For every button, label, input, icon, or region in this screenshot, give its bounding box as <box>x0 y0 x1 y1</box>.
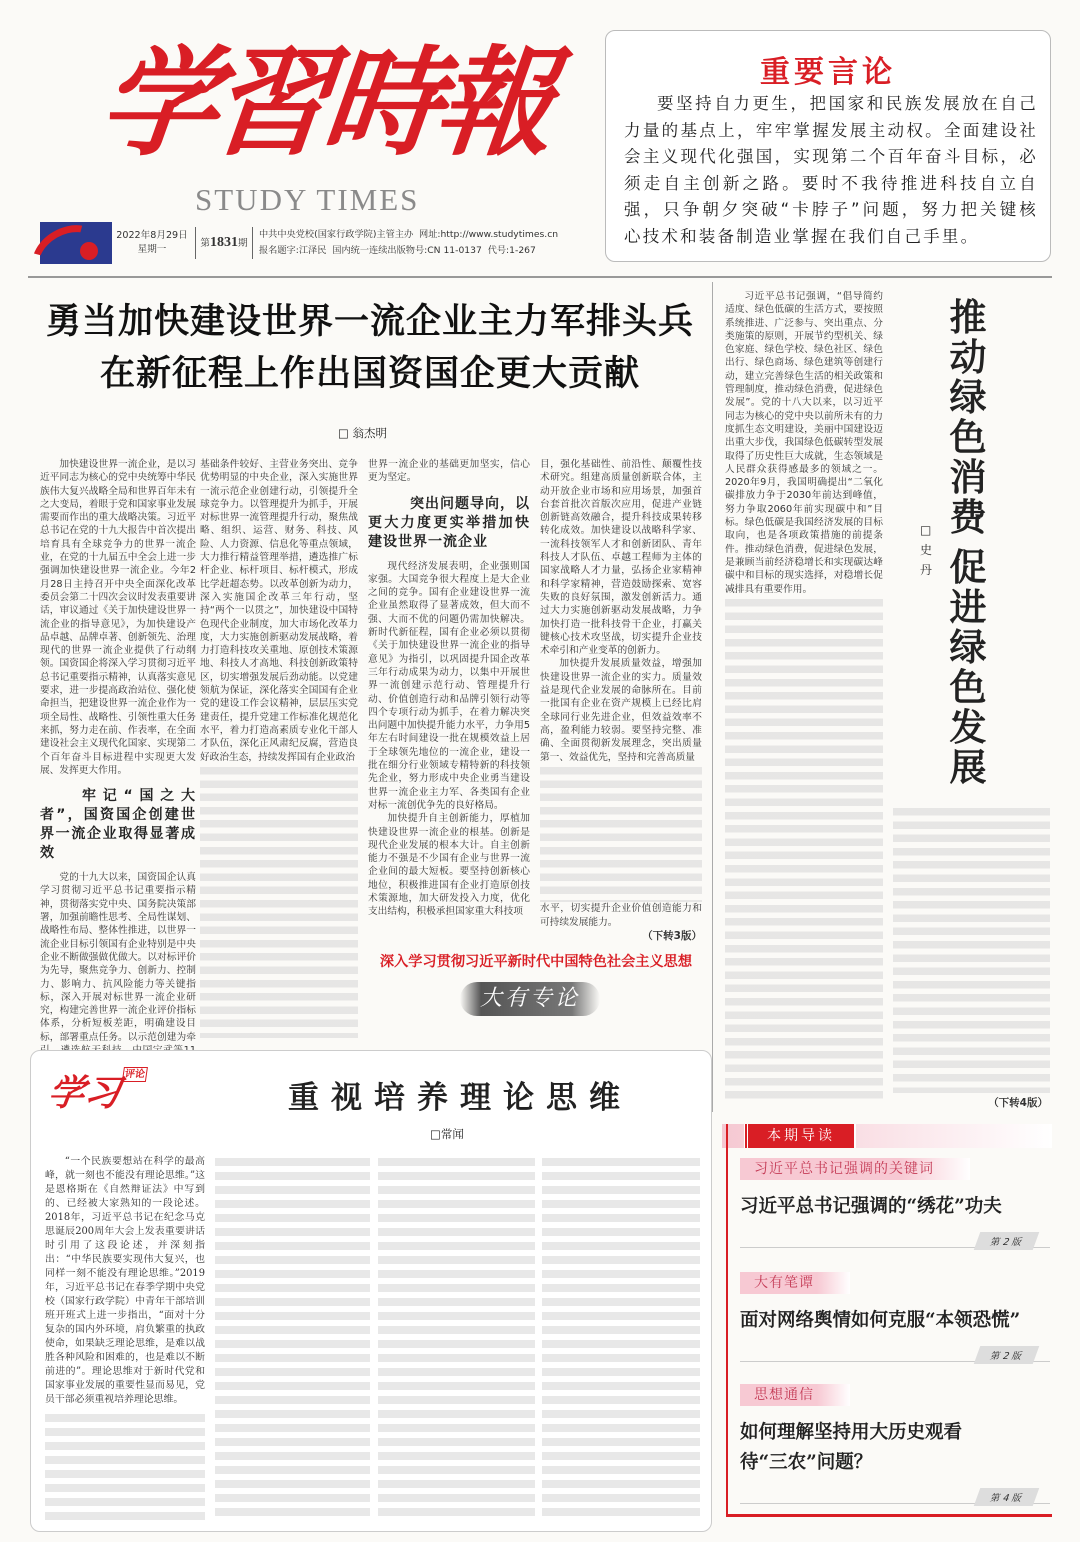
paragraph: 目，强化基础性、前沿性、颠覆性技术研究。组建高质量创新联合体，主动开放企业市场和应用场景，加强首台套首批次首版次应用，促进产业链创新链高效融合，提升科技成果转移转化成效。加快建设以战略科学家、一流科技领军人才和创新团队、青年科技人才队伍、卓越工程师为主体的国家战略人才力量，弘扬企业家精神和科学家精神，营造鼓励探索、宽容失败的良好氛围，激发创新活力。通过大力实施创新驱动发展战略，力争加快打造一批科技骨干企业，打赢关键核心技术攻坚战，切实提升企业技术牵引和产业变革的创新力。 <box>540 459 702 657</box>
divider <box>252 227 253 259</box>
important-remarks-text: 要坚持自力更生，把国家和民族发展放在自己力量的基点上，牢牢掌握发展主动权。全面建设社会主义现代化强国，实现第二个百年奋斗目标，必须走自主创新之路。要时不我待推进科技自立自强，只争朝夕突破“卡脖子”问题，努力把关键核心技术和装备制造业掌握在我们自己手里。 <box>624 94 1038 246</box>
divider <box>726 1124 728 1514</box>
divider <box>28 276 1052 278</box>
text-continuation <box>45 1411 205 1520</box>
side-column-2 <box>893 805 1050 1093</box>
guide-header-label: 本期导读 <box>744 1124 856 1148</box>
text-continuation <box>725 596 883 1100</box>
paragraph: 现代经济发展表明，企业强则国家强。大国竞争很大程度上是大企业之间的竞争。国有企业建设世界一流企业虽然取得了显著成效，但大而不强、大而不优的问题仍需加快解决。新时代新征程，国有企业必须以贯彻《关于加快建设世界一流企业的指导意见》为指引，以巩固提升国企改革三年行动成果为动力，以集中开展世界一流创建示范行动、管理提升行动、价值创造行动和品牌引领行动等四个专项行动为抓手，在着力解决突出问题中加快提升能力水平，力争用5年左右时间建设一批在规模效益上居于全球领先地位的一流企业，建设一批在细分行业领域专精特新的科技领先企业，努力形成中央企业勇当建设世界一流企业主力军、各类国有企业对标一流创优争先的良好格局。 <box>368 560 530 811</box>
guide-item-title[interactable]: 习近平总书记强调的“绣花”功夫 <box>740 1196 1002 1217</box>
guide-item[interactable] <box>740 1384 1050 1504</box>
guide-item-page: 第 4 版 <box>974 1488 1040 1506</box>
issue-prefix: 第 <box>200 238 210 249</box>
paragraph: 加快提升发展质量效益，增强加快建设世界一流企业的实力。质量效益是现代企业发展的命脉所在。目前一批国有企业在资产规模上已经比肩全球同行业先进企业，但效益效率不高，盈利能力较弱。要坚持完整、准确、全面贯彻新发展理念，突出质量第一、效益优先，坚持和完善高质量 <box>540 658 702 763</box>
date-text: 2022年8月29日 <box>116 230 188 241</box>
headline-line-1: 勇当加快建设世界一流企业主力军排头兵 <box>45 302 694 342</box>
guide-item-tag: 大有笔谭 <box>740 1272 850 1294</box>
paragraph: 加快建设世界一流企业，是以习近平同志为核心的党中央统筹中华民族伟大复兴战略全局和世界百年未有之大变局，着眼于党和国家事业发展需要而作出的重大战略决策。习近平总书记在党的十九大报告中首次提出培育具有全球竞争力的世界一流企业，在党的十九届五中全会上进一步强调加快建设世界一流企业。今年2月28日主持召开中央全面深化改革委员会第二十四次会议时发表重要讲话，审议通过《关于加快建设世界一流企业的指导意见》，为加快建设产品卓越、品牌卓著、创新领先、治理现代的世界一流企业提供了行动纲领。国资国企将深入学习贯彻习近平总书记重要指示精神，认真落实意见要求，进一步提高政治站位、强化使命担当，把建设世界一流企业作为一项全局性、战略性、引领性重大任务来抓，努力走在前、作表率，在全面建设社会主义现代化国家、实现第二个百年奋斗目标进程中实现更大发展、发挥更大作用。 <box>40 459 196 776</box>
issue-guide <box>722 1120 1052 1528</box>
lead-byline: □ 翁杰明 <box>338 426 388 440</box>
study-review-logo: 学习$^{评论}$ <box>44 1065 162 1125</box>
lead-column-4 <box>540 458 702 944</box>
subheading: 突出问题导向，以更大力度更实举措加快建设世界一流企业 <box>368 495 530 550</box>
paragraph: 习近平总书记强调，“倡导简约适度、绿色低碳的生活方式，要按照系统推进、广泛参与、突出重点、分类施策的原则，开展节约型机关、绿色家庭、绿色学校、绿色社区、绿色出行、绿色商场、绿色建筑等创建行动，建立完善绿色生活的相关政策和管理制度，推动绿色消费，促进绿色发展”。党的十八大以来，以习近平同志为核心的党中央以前所未有的力度抓生态文明建设，美丽中国建设迈出重大步伐，我国绿色低碳转型发展取得了历史性巨大成就，生态领域是人民群众获得感最多的领域之一。2020年9月，我国明确提出“二氧化碳排放力争于2030年前达到峰值，努力争取2060年前实现碳中和”目标。绿色低碳是我国经济发展的目标取向，也是各项政策措施的前提条件。推动绿色消费，促进绿色发展，是兼顾当前经济稳增长和实现碳达峰碳中和目标的现实选择，对稳增长促减排具有重要作用。 <box>725 291 883 595</box>
issue-number <box>199 235 249 251</box>
postal-code: 代号:1-267 <box>487 245 536 256</box>
lead-column-2 <box>200 458 358 1038</box>
publication-info <box>256 227 558 259</box>
text-continuation <box>200 764 358 1038</box>
guide-item[interactable] <box>740 1158 1050 1248</box>
side-column-1 <box>725 290 883 1100</box>
review-column-1 <box>45 1155 205 1520</box>
title-line-1: 推动绿色消费 <box>949 296 987 539</box>
review-column-2 <box>215 1155 370 1520</box>
guide-item[interactable] <box>740 1272 1050 1362</box>
guide-item-title[interactable]: 如何理解坚持用大历史观看待“三农”问题？ <box>740 1422 963 1473</box>
column-name-brush: 大有专论 <box>460 982 600 1016</box>
review-title[interactable]: 重视培养理论思维 <box>288 1080 632 1116</box>
text-continuation <box>540 764 702 903</box>
guide-header <box>722 1124 1052 1148</box>
paragraph: 加快提升自主创新能力，厚植加快建设世界一流企业的根基。创新是现代企业发展的根本大计。自主创新能力不强是不少国有企业与世界一流企业间的最大短板。要坚持创新核心地位，积极推进国有企业打造原创技术策源地，加大研发投入力度，优化支出结构，积极承担国家重大科技项 <box>368 813 530 918</box>
column-slogan: 深入学习贯彻习近平新时代中国特色社会主义思想 <box>379 954 693 970</box>
newspaper-emblem-icon <box>40 222 112 264</box>
paragraph: 水平，切实提升企业价值创造能力和可持续发展能力。 <box>540 903 702 928</box>
lead-column-3 <box>368 458 530 938</box>
paragraph: “一个民族要想站在科学的最高峰，就一刻也不能没有理论思维。”这是恩格斯在《自然辩证法》中写到的、已经被大家熟知的一段论述。2018年，习近平总书记在纪念马克思诞辰200周年大会上发表重要讲话时引用了这段论述，并深刻指出：“中华民族要实现伟大复兴，也同样一刻不能没有理论思维。”2019年，习近平总书记在春季学期中央党校（国家行政学院）中青年干部培训班开班式上进一步指出，“面对十分复杂的国内外环境，肩负繁重的执政使命，如果缺乏理论思维，是难以战胜各种风险和困难的，也是难以不断前进的”。理论思维对于新时代党和国家事业发展的重要性显而易见，党员干部必须重视培养理论思维。 <box>45 1156 205 1405</box>
sponsor: 中共中央党校(国家行政学院)主管主办 <box>259 229 414 240</box>
review-column-3 <box>378 1155 535 1520</box>
review-byline: □常闻 <box>430 1127 464 1141</box>
paragraph: 党的十九大以来，国资国企认真学习贯彻习近平总书记重要指示精神，贯彻落实党中央、国务院决策部署，加强前瞻性思考、全局性谋划、战略性布局、整体性推进，以世界一流企业目标引领国有企业特别是中央企业不断做强做优做大。以对标评价为先导，聚焦竞争力、创新力、控制力、影响力、抗风险能力等关键指标，深入开展对标世界一流企业研究，构建完善世界一流企业评价指标体系，分析短板差距，明确建设目标，部署重点任务。以示范创建为牵 <box>40 872 196 1043</box>
masthead-logo: 学習時報 <box>92 33 556 172</box>
side-byline: □史丹 <box>920 523 933 577</box>
subheading: 牢记“国之大者”，国资国企创建世界一流企业取得显著成效 <box>40 788 196 862</box>
continued-notice[interactable]: （下转4版） <box>988 1097 1048 1109</box>
divider <box>195 227 196 259</box>
title-line-2: 促进绿色发展 <box>949 546 987 789</box>
guide-item-page: 第 2 版 <box>974 1232 1040 1250</box>
guide-item-page: 第 2 版 <box>974 1346 1040 1364</box>
cn-number: 国内统一连续出版物号:CN 11-0137 <box>332 245 482 256</box>
important-remarks-title: 重要言论 <box>760 55 896 90</box>
guide-item-tag: 习近平总书记强调的关键词 <box>740 1158 970 1180</box>
divider <box>712 282 713 1112</box>
masthead-english-title: STUDY TIMES <box>195 182 420 217</box>
guide-item-tag: 思想通信 <box>740 1384 850 1406</box>
calligraphy-credit: 报名题字:江泽民 <box>259 245 327 256</box>
lead-column-1 <box>40 458 196 1043</box>
issue-suffix: 期 <box>238 238 248 249</box>
review-column-4 <box>542 1155 700 1520</box>
website[interactable]: 网址:http://www.studytimes.cn <box>419 229 559 240</box>
guide-item-title[interactable]: 面对网络舆情如何克服“本领恐慌” <box>740 1310 1021 1331</box>
lead-headline[interactable] <box>30 296 710 400</box>
weekday-text: 星期一 <box>137 244 167 255</box>
continued-notice[interactable]: （下转3版） <box>642 930 702 942</box>
issue-date <box>112 229 192 257</box>
side-article-title[interactable] <box>938 298 998 788</box>
paragraph: 基础条件较好、主营业务突出、竞争优势明显的中央企业，深入实施世界一流示范企业创建行动，引领提升全球竞争力。以管理提升为抓手，开展对标世界一流管理提升行动，聚焦战略、组织、运营、财务、科技、风险、人力资源、信息化等重点领域，大力推行精益管理举措，遴选推广标杆企业、标杆项目、标杆模式，形成比学赶超态势。以改革创新为动力，深入实施国企改革三年行动，坚持“两个一以贯之”，加快建设中国特色现代企业制度，加大市场化改革力度，大力实施创新驱动发展战略，着力打造科技攻关重地、原创技术策源地、科技人才高地、科技创新政策特区，切实增强发展后劲动能。以党建领航为保证，深化落实全国国有企业党的建设工作会议精神，层层压实党建责任，提升党建工作标准化规范化水平，着力打造高素质专业化干部人才队伍，深化正风肃纪反腐，营造良好政治生态，持续发挥国有企业政治 <box>200 459 358 763</box>
paragraph: 世界一流企业的基础更加坚实，信心更为坚定。 <box>368 459 530 484</box>
headline-line-2: 在新征程上作出国资国企更大贡献 <box>99 354 640 394</box>
divider <box>726 1514 1052 1517</box>
masthead-info-bar <box>40 222 605 264</box>
important-remarks-box <box>605 30 1051 262</box>
issue-number-value: 1831 <box>210 235 238 250</box>
